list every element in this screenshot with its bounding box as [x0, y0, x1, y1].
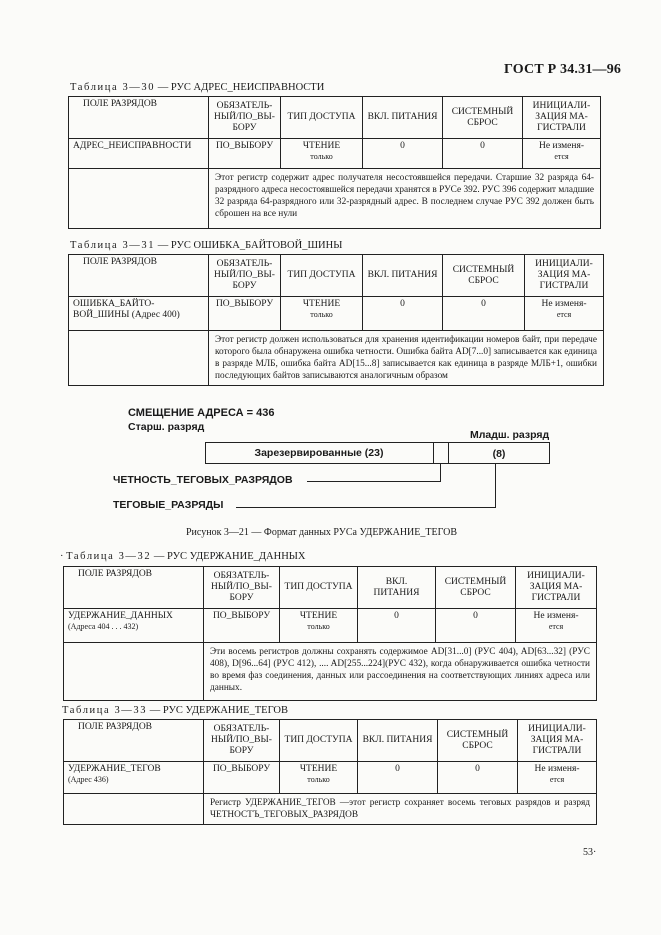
field-name: ОШИБКА_БАЙТО-ВОЙ_ШИНЫ (Адрес 400)	[73, 299, 180, 320]
tag-bits-label: ТЕГОВЫЕ_РАЗРЯДЫ	[113, 499, 224, 511]
access-cell	[280, 762, 358, 794]
tags-leader-line	[236, 507, 496, 508]
description: Этот регистр содержит адрес получателя несостоявшейся передачи. Старшие 32 разряда 64-разрядного адреса несостоявшейся передачи хранятся в РУСе 392. РУС 396 содержит младшие 32 разряда 64-разрядного или 32-разрядный адрес. В последнем случае РУС 392 должен быть сброшен на все нули	[209, 169, 601, 229]
reset-cell: 0	[443, 297, 525, 331]
col-reset-header: СИСТЕМНЫЙ СБРОС	[436, 567, 516, 609]
power-cell: 0	[363, 297, 443, 331]
init-value: Не изменя-	[533, 611, 579, 621]
field-address: (Адрес 436)	[68, 775, 109, 784]
init-sub: ется	[549, 775, 565, 784]
access-value: ЧТЕНИЕ	[302, 299, 341, 309]
col-init-header: ИНИЦИАЛИ-ЗАЦИЯ МА-ГИСТРАЛИ	[523, 97, 601, 139]
field-cell	[64, 762, 204, 794]
init-sub: ется	[554, 152, 569, 161]
init-value: Не изменя-	[541, 299, 587, 309]
empty-cell	[69, 331, 209, 386]
parity-pointer-line	[440, 464, 441, 482]
table-3-31	[68, 254, 604, 386]
access-sub: только	[307, 775, 330, 784]
figure-lsb-label: Младш. разряд	[470, 429, 550, 441]
col-access-header: ТИП ДОСТУПА	[281, 97, 363, 139]
empty-cell	[69, 169, 209, 229]
col-reset-header: СИСТЕМНЫЙ СБРОС	[438, 720, 518, 762]
col-required-header: ОБЯЗАТЕЛЬ-НЫЙ/ПО_ВЫ-БОРУ	[209, 255, 281, 297]
tag-bits-count: (8)	[492, 448, 506, 460]
required-cell: ПО_ВЫБОРУ	[209, 139, 281, 169]
table-caption-3-33	[62, 705, 288, 716]
empty-cell	[64, 794, 204, 825]
col-init-header: ИНИЦИАЛИ-ЗАЦИЯ МА-ГИСТРАЛИ	[525, 255, 604, 297]
access-cell	[281, 139, 363, 169]
col-field-header: ПОЛЕ РАЗРЯДОВ	[69, 255, 209, 297]
table-caption-3-30	[70, 82, 324, 93]
table-3-32	[63, 566, 597, 701]
table-label: Таблица 3—33	[62, 705, 148, 716]
empty-cell	[64, 643, 204, 701]
table-title: — РУС ОШИБКА_БАЙТОВОЙ_ШИНЫ	[157, 240, 343, 251]
init-value: Не изменя-	[534, 764, 580, 774]
reset-cell: 0	[438, 762, 518, 794]
col-power-header: ВКЛ. ПИТАНИЯ	[358, 567, 436, 609]
field-name: АДРЕС_НЕИСПРАВНОСТИ	[73, 141, 192, 151]
col-reset-header: СИСТЕМНЫЙ СБРОС	[443, 255, 525, 297]
field-cell	[69, 297, 209, 331]
col-field-header: ПОЛЕ РАЗРЯДОВ	[69, 97, 209, 139]
required-cell: ПО_ВЫБОРУ	[204, 762, 280, 794]
access-value: ЧТЕНИЕ	[299, 764, 338, 774]
col-required-header: ОБЯЗАТЕЛЬ-НЫЙ/ПО_ВЫ-БОРУ	[209, 97, 281, 139]
page-number: 53·	[583, 847, 597, 858]
field-cell	[69, 139, 209, 169]
access-cell	[280, 609, 358, 643]
field-cell	[64, 609, 204, 643]
figure-msb-label: Старш. разряд	[128, 421, 205, 433]
init-value: Не изменя-	[539, 141, 584, 151]
field-name: УДЕРЖАНИЕ_ДАННЫХ	[68, 611, 173, 621]
access-sub: только	[310, 152, 333, 161]
parity-bit-label: ЧЕТНОСТЬ_ТЕГОВЫХ_РАЗРЯДОВ	[113, 474, 293, 486]
table-title: — РУС УДЕРЖАНИЕ_ТЕГОВ	[149, 705, 288, 716]
col-power-header: ВКЛ. ПИТАНИЯ	[358, 720, 438, 762]
standard-number: ГОСТ Р 34.31—96	[504, 62, 622, 77]
table-3-30	[68, 96, 601, 229]
init-cell	[516, 609, 597, 643]
table-label: Таблица 3—30	[70, 82, 156, 93]
col-power-header: ВКЛ. ПИТАНИЯ	[363, 255, 443, 297]
col-required-header: ОБЯЗАТЕЛЬ-НЫЙ/ПО_ВЫ-БОРУ	[204, 720, 280, 762]
col-required-header: ОБЯЗАТЕЛЬ-НЫЙ/ПО_ВЫ-БОРУ	[204, 567, 280, 609]
init-sub: ется	[548, 622, 564, 631]
col-init-header: ИНИЦИАЛИ-ЗАЦИЯ МА-ГИСТРАЛИ	[516, 567, 597, 609]
power-cell: 0	[363, 139, 443, 169]
col-access-header: ТИП ДОСТУПА	[280, 567, 358, 609]
figure-caption: Рисунок 3—21 — Формат данных РУСа УДЕРЖАНИЕ_ТЕГОВ	[186, 527, 458, 538]
reset-cell: 0	[436, 609, 516, 643]
description: Регистр УДЕРЖАНИЕ_ТЕГОВ —этот регистр сохраняет восемь теговых разрядов и разряд ЧЕТНОСТЪ_ТЕГОВЫХ_РАЗРЯДОВ	[204, 794, 597, 825]
required-cell: ПО_ВЫБОРУ	[209, 297, 281, 331]
col-field-header: ПОЛЕ РАЗРЯДОВ	[64, 567, 204, 609]
table-3-33	[63, 719, 597, 825]
required-cell: ПО_ВЫБОРУ	[204, 609, 280, 643]
divider-reserved	[433, 442, 434, 464]
col-access-header: ТИП ДОСТУПА	[281, 255, 363, 297]
init-cell	[518, 762, 597, 794]
table-title: — РУС УДЕРЖАНИЕ_ДАННЫХ	[153, 551, 306, 562]
col-reset-header: СИСТЕМНЫЙ СБРОС	[443, 97, 523, 139]
field-address: (Адреса 404 . . . 432)	[68, 622, 139, 631]
reserved-bits-label: Зарезервированные (23)	[254, 447, 384, 459]
figure-offset-title: СМЕЩЕНИЕ АДРЕСА = 436	[128, 407, 275, 419]
field-name: УДЕРЖАНИЕ_ТЕГОВ	[68, 764, 161, 774]
col-init-header: ИНИЦИАЛИ-ЗАЦИЯ МА-ГИСТРАЛИ	[518, 720, 597, 762]
reset-cell: 0	[443, 139, 523, 169]
access-sub: только	[307, 622, 330, 631]
col-field-header: ПОЛЕ РАЗРЯДОВ	[64, 720, 204, 762]
parity-leader-line	[307, 481, 441, 482]
access-value: ЧТЕНИЕ	[302, 141, 341, 151]
description: Эти восемь регистров должны сохранять содержимое AD[31...0] (РУС 404), AD[63...32] (РУС 408), D[96...64] (РУС 412), .... AD[255...224](РУС 432), когда обнаруживается ошибка четности во время фаз соединения, данных или рассоединения на соответствующих линиях адреса или данных.	[204, 643, 597, 701]
access-cell	[281, 297, 363, 331]
init-cell	[525, 297, 604, 331]
power-cell: 0	[358, 609, 436, 643]
tags-pointer-line	[495, 464, 496, 508]
table-caption-3-32: · Таблица 3—32 — РУС УДЕРЖАНИЕ_ДАННЫХ	[60, 551, 306, 562]
col-access-header: ТИП ДОСТУПА	[280, 720, 358, 762]
init-cell	[523, 139, 601, 169]
col-power-header: ВКЛ. ПИТАНИЯ	[363, 97, 443, 139]
table-title: — РУС АДРЕС_НЕИСПРАВНОСТИ	[157, 82, 325, 93]
table-label: Таблица 3—31	[70, 240, 156, 251]
power-cell: 0	[358, 762, 438, 794]
description: Этот регистр должен использоваться для хранения идентификации номеров байт, при передаче которого была обнаружена ошибка четности. Ошибка байта AD[7...0] записывается как единица в разряде МЛБ, ошибка байта AD[15...8] записывается как единица в разряде МЛБ+1, ошибки последующих байтов записываются аналогичным образом	[209, 331, 604, 386]
access-value: ЧТЕНИЕ	[299, 611, 338, 621]
table-label: Таблица 3—32	[66, 551, 152, 562]
access-sub: только	[310, 310, 333, 319]
init-sub: ется	[556, 310, 572, 319]
table-caption-3-31	[70, 240, 342, 251]
